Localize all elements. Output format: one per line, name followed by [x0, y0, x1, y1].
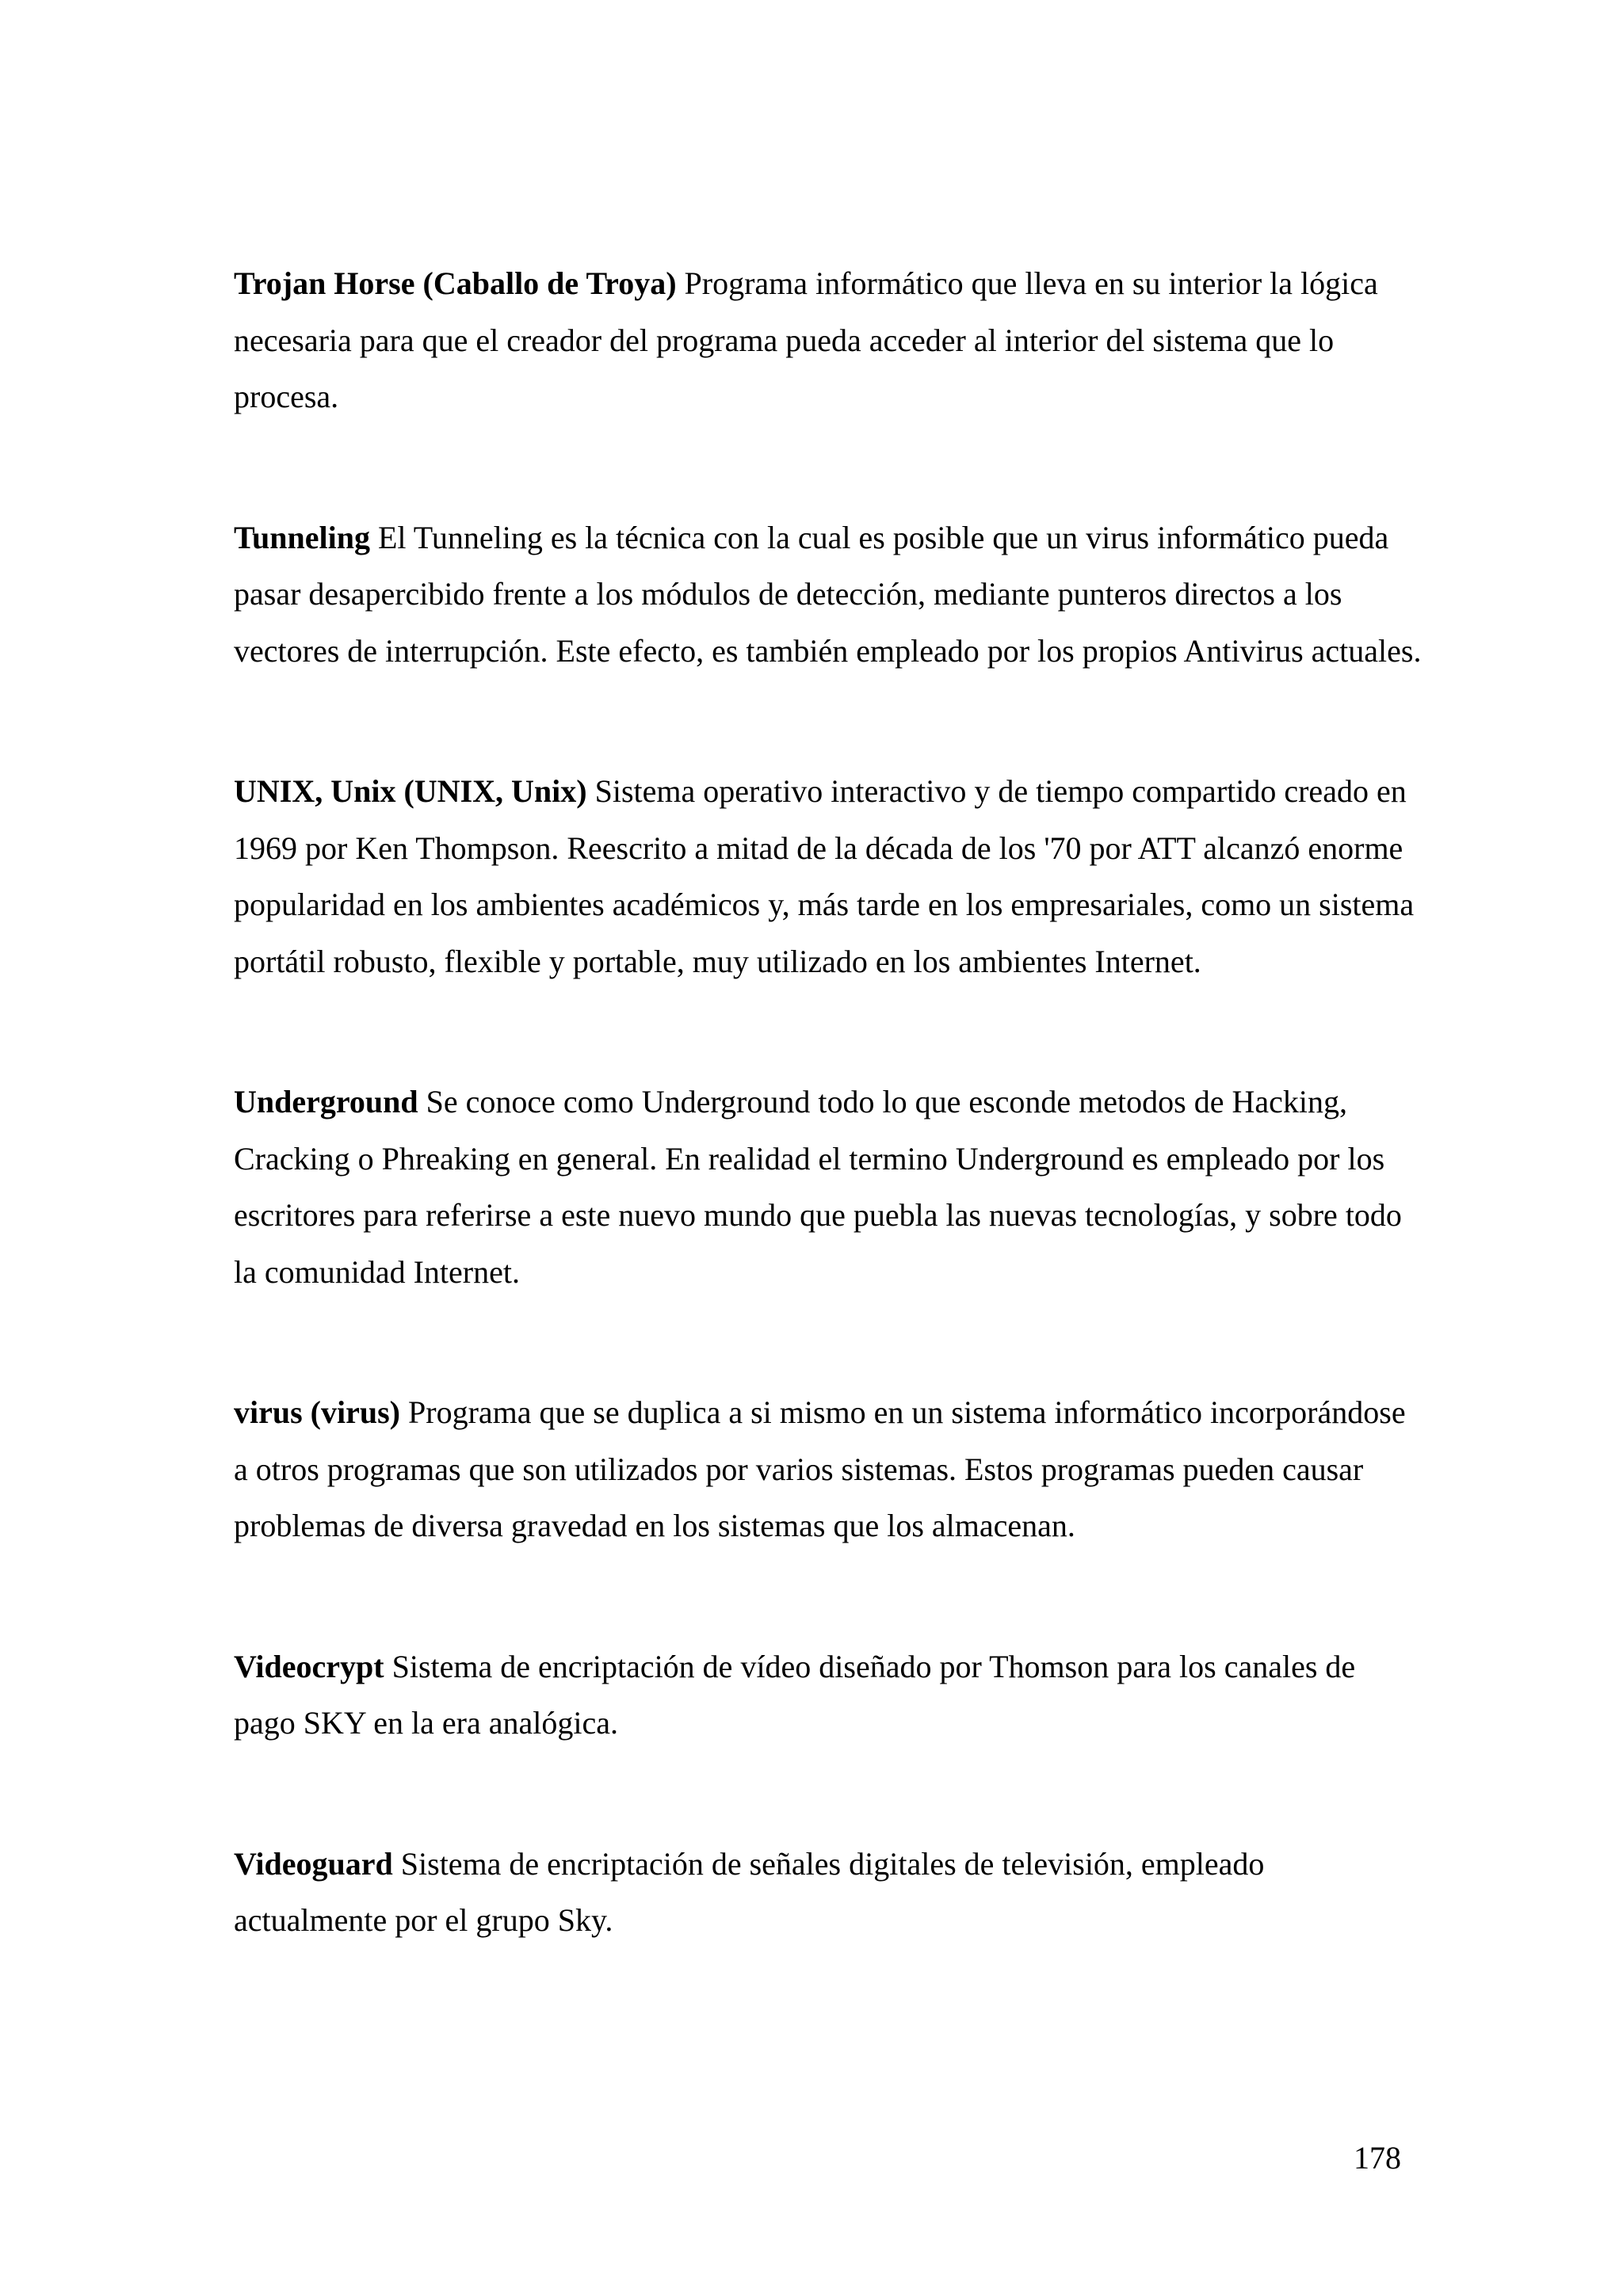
page-number: 178	[1354, 2140, 1401, 2176]
entry-definition: Se conoce como Underground todo lo que esconde metodos de Hacking, Cracking o Phreaking en general. En realidad el termino Underground es empleado por los escritores para referirse a este nuevo mundo que puebla las nuevas tecnologías, y sobre todo la comunidad Internet.	[234, 1084, 1402, 1290]
entry-term: Trojan Horse (Caballo de Troya)	[234, 265, 677, 301]
glossary-entry-underground	[234, 1074, 1423, 1300]
glossary-entry-videocrypt	[234, 1638, 1423, 1752]
entry-term: Tunneling	[234, 519, 370, 555]
entry-term: Videocrypt	[234, 1648, 384, 1684]
entry-term: Underground	[234, 1084, 418, 1119]
entry-definition: Sistema operativo interactivo y de tiempo compartido creado en 1969 por Ken Thompson. Reescrito a mitad de la década de los '70 por ATT alcanzó enorme popularidad en los ambientes académicos y, más tarde en los empresariales, como un sistema portátil robusto, flexible y portable, muy utilizado en los ambientes Internet.	[234, 773, 1415, 979]
entry-definition: Sistema de encriptación de vídeo diseñado por Thomson para los canales de pago SKY en la era analógica.	[234, 1648, 1356, 1741]
entry-definition: Programa informático que lleva en su interior la lógica necesaria para que el creador del programa pueda acceder al interior del sistema que lo procesa.	[234, 265, 1378, 414]
entry-term: Videoguard	[234, 1845, 393, 1882]
glossary-entry-trojan-horse	[234, 255, 1423, 425]
glossary-entry-unix	[234, 763, 1423, 990]
entry-definition: El Tunneling es la técnica con la cual es posible que un virus informático pueda pasar desapercibido frente a los módulos de detección, mediante punteros directos a los vectores de interrupción. Este efecto, es también empleado por los propios Antivirus actuales.	[234, 519, 1422, 669]
glossary-entry-tunneling	[234, 509, 1423, 680]
glossary-entry-videoguard	[234, 1836, 1423, 1949]
entry-definition: Sistema de encriptación de señales digitales de televisión, empleado actualmente por el grupo Sky.	[234, 1845, 1265, 1938]
entry-definition: Programa que se duplica a si mismo en un sistema informático incorporándose a otros programas que son utilizados por varios sistemas. Estos programas pueden causar problemas de diversa gravedad en los sistemas que los almacenan.	[234, 1394, 1406, 1543]
glossary-entry-virus	[234, 1384, 1423, 1554]
entry-term: virus (virus)	[234, 1394, 400, 1430]
entry-term: UNIX, Unix (UNIX, Unix)	[234, 773, 587, 809]
glossary-entries	[234, 255, 1423, 1949]
